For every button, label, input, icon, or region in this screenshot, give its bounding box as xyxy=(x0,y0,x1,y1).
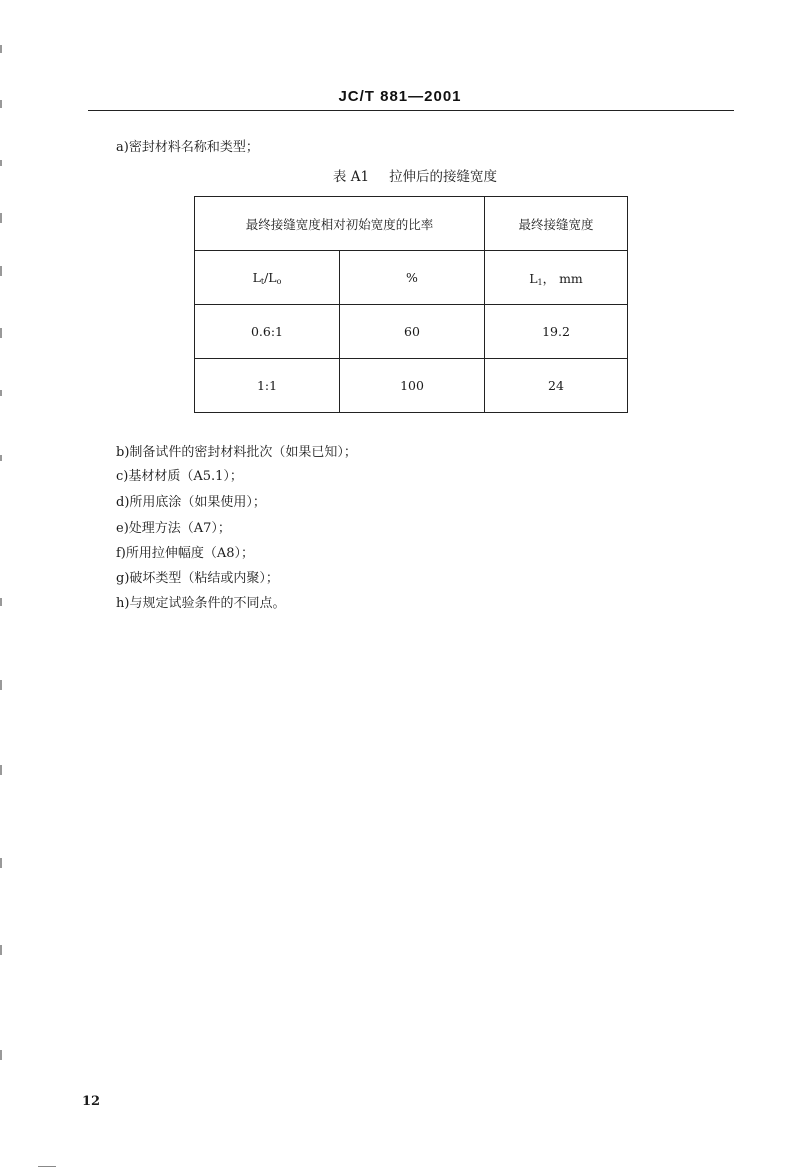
table-unit-row xyxy=(195,251,628,305)
unit-ratio xyxy=(195,251,340,305)
margin-mark xyxy=(0,266,2,276)
item-h: h)与规定试验条件的不同点。 xyxy=(116,596,286,611)
table-row xyxy=(195,305,628,359)
unit-width xyxy=(485,251,628,305)
table-caption-title: 拉伸后的接缝宽度 xyxy=(389,169,498,185)
table-caption xyxy=(0,165,800,185)
header-final-width: 最终接缝宽度 xyxy=(485,197,628,251)
table-header-row xyxy=(195,197,628,251)
cell-percent: 100 xyxy=(340,359,485,413)
header-ratio: 最终接缝宽度相对初始宽度的比率 xyxy=(195,197,485,251)
bottom-mark xyxy=(38,1166,56,1167)
ratio-sub-t: t xyxy=(260,276,265,286)
margin-mark xyxy=(0,213,2,223)
margin-mark xyxy=(0,765,2,775)
item-c: c)基材材质（A5.1）； xyxy=(116,469,243,484)
item-b: b)制备试件的密封材料批次（如果已知）； xyxy=(116,445,357,460)
ratio-sub-o: o xyxy=(276,276,282,286)
item-g: g)破坏类型（粘结或内聚）； xyxy=(116,571,279,586)
margin-mark xyxy=(0,858,2,868)
table-caption-number: 表 A1 xyxy=(332,169,370,185)
table-row xyxy=(195,359,628,413)
unit-percent: % xyxy=(340,251,485,305)
margin-mark xyxy=(0,160,2,166)
cell-width: 19.2 xyxy=(485,305,628,359)
item-a: a)密封材料名称和类型； xyxy=(116,140,259,155)
item-e: e)处理方法（A7）； xyxy=(116,521,231,536)
margin-mark xyxy=(0,1050,2,1060)
width-sub-1: 1 xyxy=(537,277,543,287)
margin-mark xyxy=(0,680,2,690)
margin-mark xyxy=(0,455,2,461)
ratio-L: L xyxy=(252,269,261,285)
margin-mark xyxy=(0,100,2,108)
margin-mark xyxy=(0,45,2,53)
width-unit: ， mm xyxy=(542,270,583,286)
margin-mark xyxy=(0,328,2,338)
item-d: d)所用底涂（如果使用）； xyxy=(116,495,266,510)
page-number: 12 xyxy=(82,1094,101,1109)
header-rule xyxy=(88,110,734,111)
cell-width: 24 xyxy=(485,359,628,413)
margin-mark xyxy=(0,598,2,606)
cell-ratio: 1:1 xyxy=(195,359,340,413)
cell-percent: 60 xyxy=(340,305,485,359)
standard-code-header: JC/T 881—2001 xyxy=(338,88,462,105)
margin-mark xyxy=(0,390,2,396)
ratio-mid: /L xyxy=(264,269,277,285)
joint-width-table xyxy=(194,196,628,413)
item-f: f)所用拉伸幅度（A8）； xyxy=(116,546,255,561)
margin-mark xyxy=(0,945,2,955)
cell-ratio: 0.6:1 xyxy=(195,305,340,359)
width-L: L xyxy=(529,270,538,286)
